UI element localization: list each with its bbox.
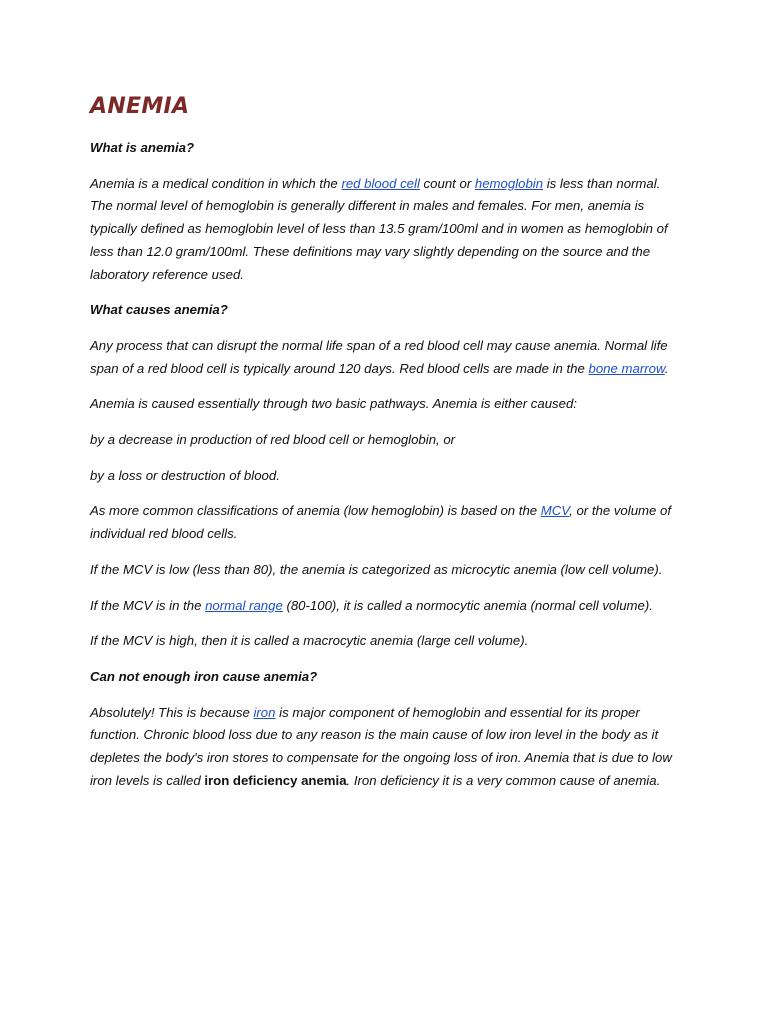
page-title: ANEMIA bbox=[90, 94, 190, 119]
paragraph-classification bbox=[90, 500, 678, 545]
link-bone-marrow[interactable]: bone marrow bbox=[588, 360, 665, 376]
paragraph-life-span bbox=[90, 335, 678, 380]
paragraph-text: is less than normal. The normal level of hemoglobin is generally different in males and females. For men, anemia is typically defined as hemoglobin level of less than 13.5 gram/100ml and in women as hemoglobin of less than 12.0 gram/100ml. These definitions may vary slightly depending on the source and the laboratory reference used. bbox=[90, 175, 668, 282]
paragraph-iron bbox=[90, 702, 678, 793]
paragraph-text: , or the volume of individual red blood cells. bbox=[90, 503, 672, 542]
paragraph-definition bbox=[90, 173, 678, 287]
paragraph-text: Absolutely! This is because bbox=[90, 704, 254, 720]
document-page bbox=[90, 94, 678, 805]
link-mcv[interactable]: MCV bbox=[540, 503, 570, 519]
paragraph-macrocytic: If the MCV is high, then it is called a macrocytic anemia (large cell volume). bbox=[90, 633, 529, 649]
paragraph-text: is major component of hemoglobin and essential for its proper function. Chronic blood loss due to any reason is the main cause of low iron level in the body as it depletes the body's iron stores to compensate for the ongoing loss of iron. Anemia that is due to low iron levels is called bbox=[90, 704, 672, 788]
paragraph-normocytic bbox=[90, 595, 678, 618]
link-hemoglobin[interactable]: hemoglobin bbox=[474, 175, 544, 191]
bold-term-iron-deficiency-anemia: iron deficiency anemia bbox=[204, 772, 347, 788]
paragraph-text: . bbox=[664, 360, 669, 376]
paragraph-text: Any process that can disrupt the normal life span of a red blood cell may cause anemia. Normal life span of a red blood cell is typically around 120 days. Red blood cells are made in the bbox=[90, 337, 668, 376]
question-iron-anemia: Can not enough iron cause anemia? bbox=[90, 668, 318, 684]
paragraph-text: (80-100), it is called a normocytic anemia (normal cell volume). bbox=[282, 597, 653, 613]
paragraph-decrease-production: by a decrease in production of red blood cell or hemoglobin, or bbox=[90, 432, 456, 448]
paragraph-text: count or bbox=[419, 175, 475, 191]
paragraph-text: As more common classifications of anemia (low hemoglobin) is based on the bbox=[90, 503, 541, 519]
paragraph-loss-destruction: by a loss or destruction of blood. bbox=[90, 467, 280, 483]
paragraph-microcytic: If the MCV is low (less than 80), the anemia is categorized as microcytic anemia (low cell volume). bbox=[90, 561, 663, 577]
question-what-is-anemia: What is anemia? bbox=[90, 140, 195, 155]
link-normal-range[interactable]: normal range bbox=[205, 597, 283, 613]
paragraph-text: Anemia is a medical condition in which the bbox=[90, 175, 342, 191]
link-iron[interactable]: iron bbox=[253, 704, 276, 720]
paragraph-pathways: Anemia is caused essentially through two basic pathways. Anemia is either caused: bbox=[90, 396, 577, 412]
paragraph-text: If the MCV is in the bbox=[90, 597, 206, 613]
paragraph-text: . Iron deficiency it is a very common cause of anemia. bbox=[346, 772, 661, 788]
question-what-causes-anemia: What causes anemia? bbox=[90, 302, 228, 318]
link-red-blood-cell[interactable]: red blood cell bbox=[341, 175, 420, 191]
